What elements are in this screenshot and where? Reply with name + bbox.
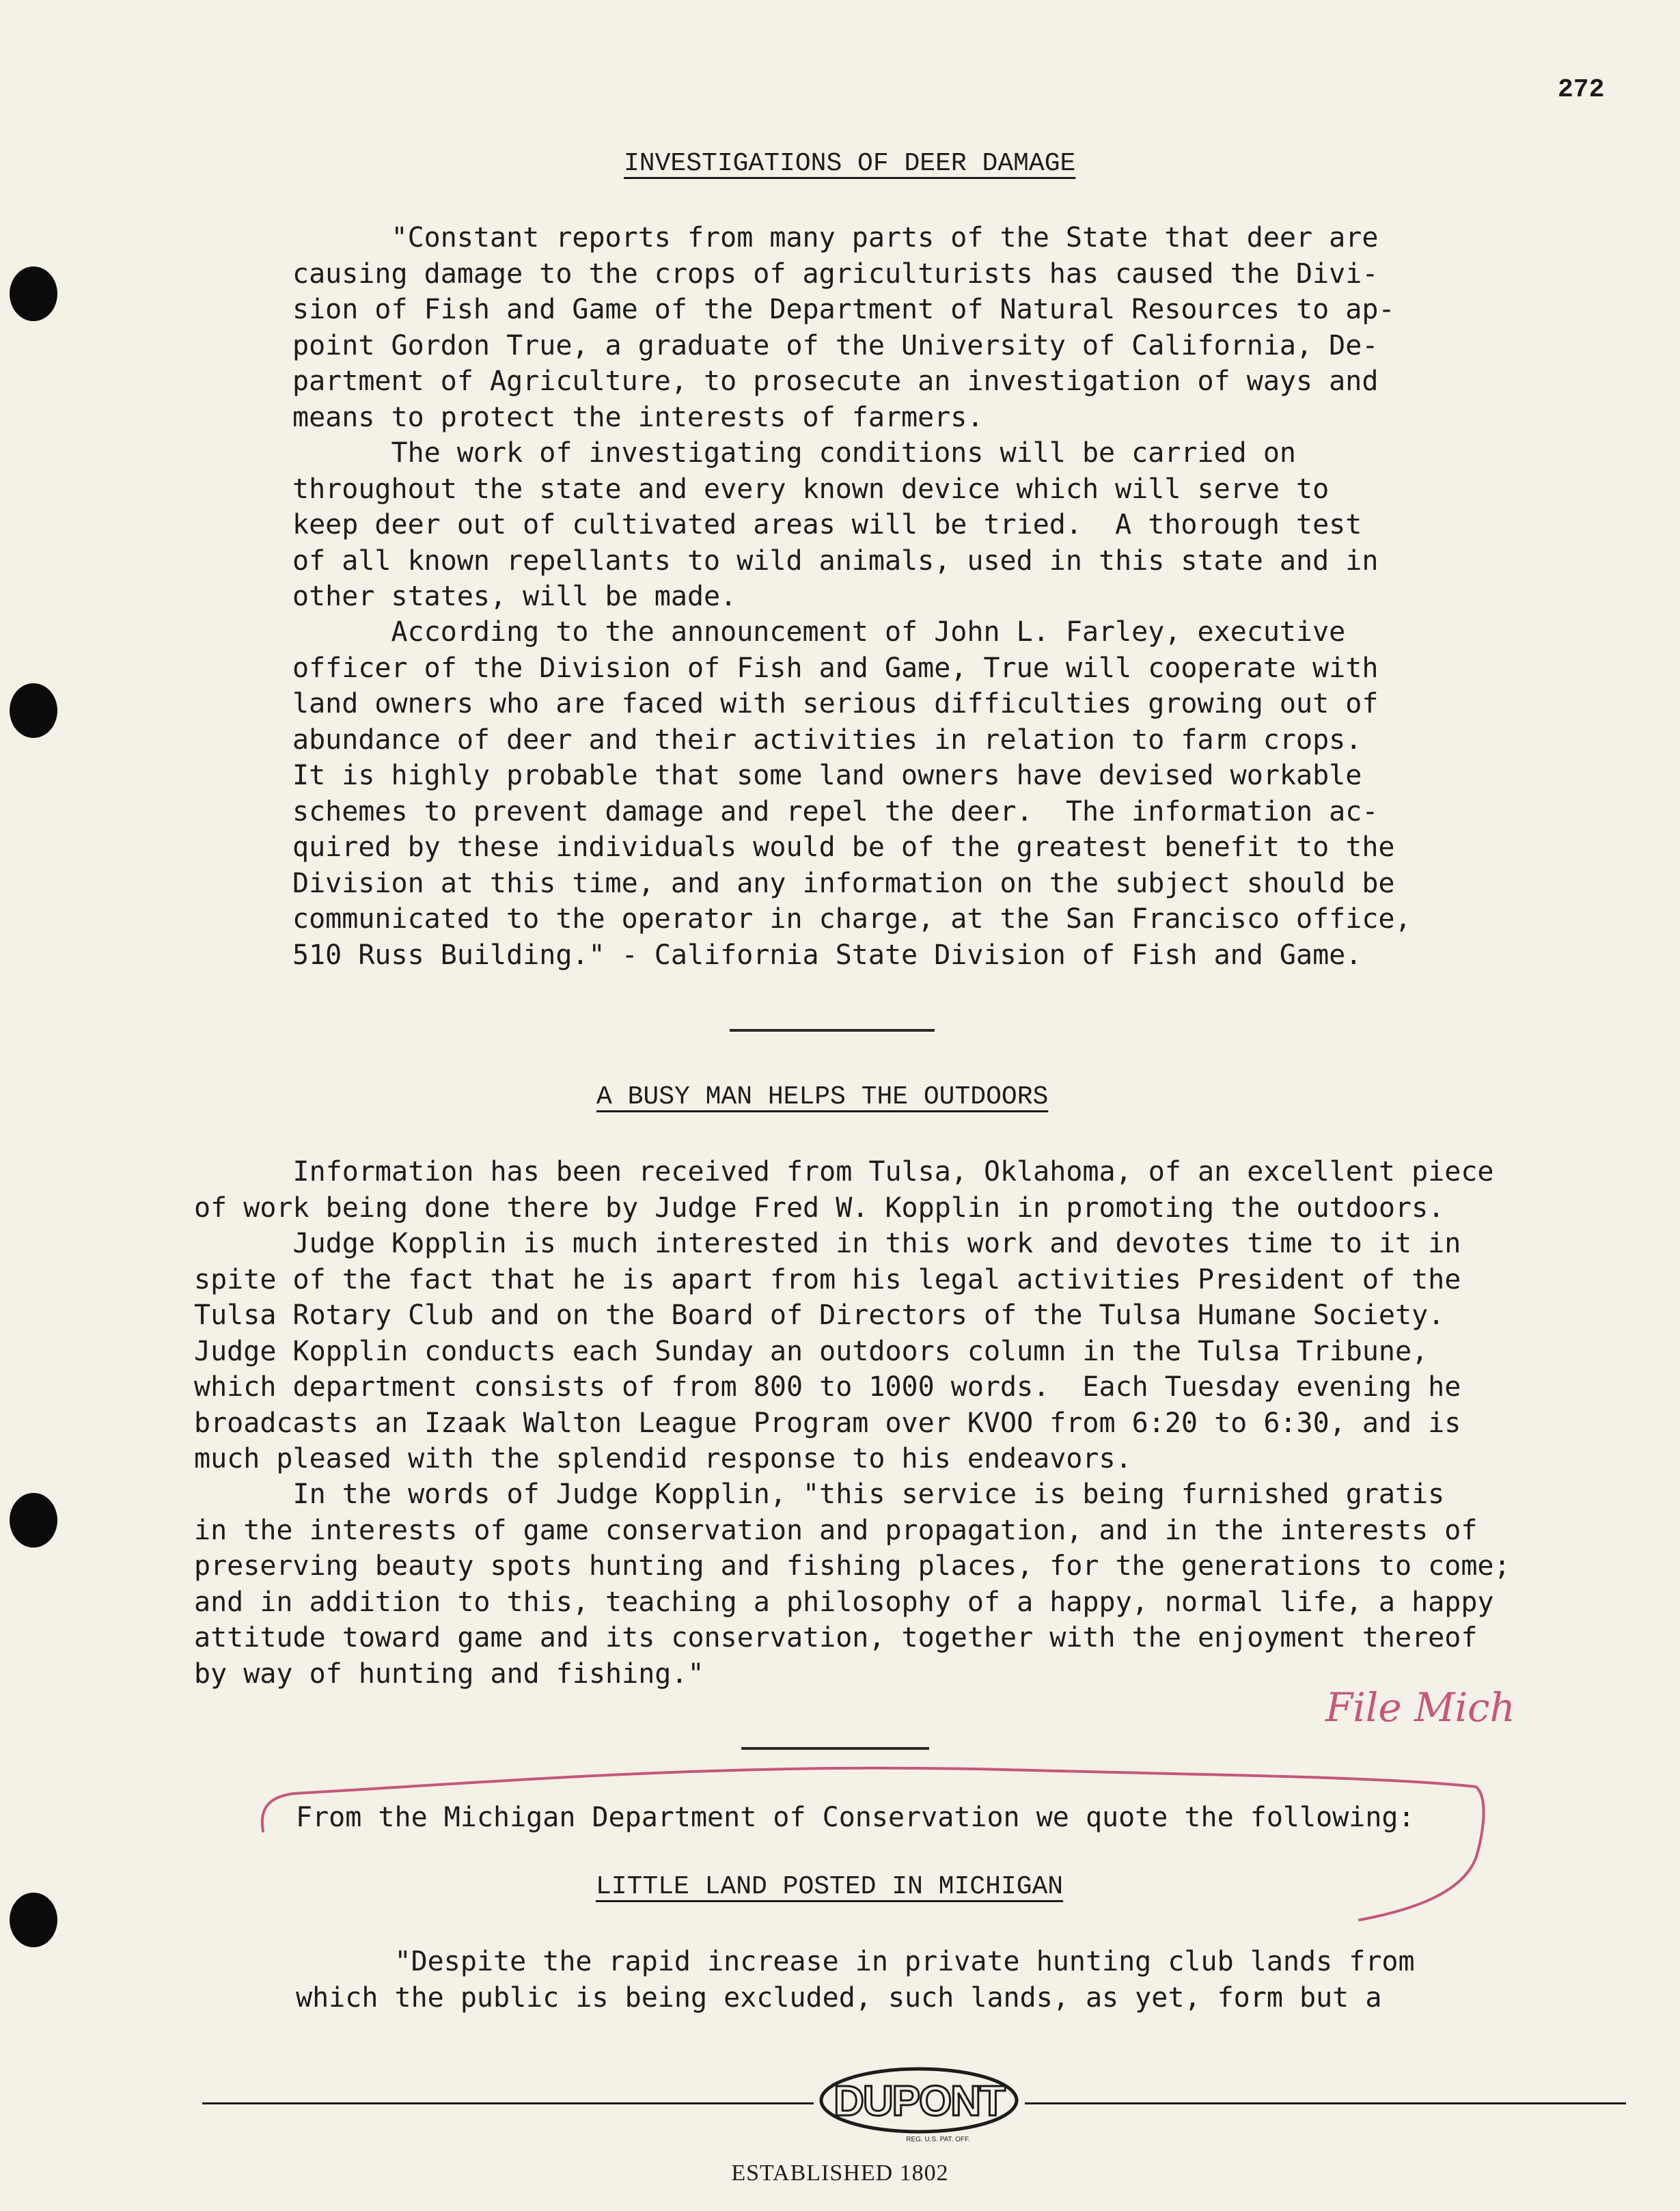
logo-wordmark: DUPONT [834,2078,1004,2125]
section-title-deer-damage: INVESTIGATIONS OF DEER DAMAGE [624,149,1076,178]
logo-trademark: REG. U.S. PAT. OFF. [906,2136,970,2143]
deer-paragraph-3: According to the announcement of John L. Farley, executive officer of the Division of Fish and Game, True will cooperate with land owners who are faced with serious difficulties growing out of abundance of deer and their activities in relation to farm crops. It is highly probable that some land owners have devised workable schemes to prevent damage and repel the deer. The information ac- quired by these individuals would be of the greatest benefit to the Division at this time, and any information on the subject should be communicated to the operator in charge, at the San Francisco office, 510 Russ Building." - California State Division of Fish and Game. [292,616,1412,971]
punch-hole-3 [10,1493,57,1548]
pink-bracket-annotation [253,1756,1510,1934]
punch-hole-1 [10,266,57,321]
established-line: ESTABLISHED 1802 [731,2160,949,2186]
footer-rule-left [202,2102,814,2104]
page-number: 272 [1558,75,1605,105]
michigan-intro: From the Michigan Department of Conservation we quote the following: [296,1802,1415,1833]
michigan-paragraph: "Despite the rapid increase in private hunting club lands from which the public is being excluded, such lands, as yet, form but a [296,1946,1415,2014]
footer-rule-right [1025,2102,1626,2104]
section-divider-2 [741,1747,929,1750]
deer-paragraph-2: The work of investigating conditions will be carried on throughout the state and every known device which will serve to keep deer out of cultivated areas will be tried. A thorough test of all known repellants to wild animals, used in this state and in other states, will be made. [292,437,1379,612]
section-title-little-land: LITTLE LAND POSTED IN MICHIGAN [596,1872,1064,1901]
busy-man-paragraph-1: Information has been received from Tulsa, Oklahoma, of an excellent piece of work being done there by Judge Fred W. Kopplin in promoting the outdoors. [194,1156,1494,1224]
section-title-busy-man: A BUSY MAN HELPS THE OUTDOORS [596,1082,1049,1112]
dupont-logo [816,2065,1021,2147]
busy-man-paragraph-2: Judge Kopplin is much interested in this work and devotes time to it in spite of the fact that he is apart from his legal activities President of the Tulsa Rotary Club and on the Board of Directors of the Tulsa Humane Society. Judge Kopplin conducts each Sunday an outdoors column in the Tulsa Tribune, which department consists of from 800 to 1000 words. Each Tuesday evening he broadcasts an Izaak Walton League Program over KVOO from 6:20 to 6:30, and is much pleased with the splendid response to his endeavors. [194,1228,1461,1474]
handwritten-note: File Mich [1325,1684,1515,1731]
deer-paragraph-1: "Constant reports from many parts of the State that deer are causing damage to the crops of agriculturists has caused the Divi- sion of Fish and Game of the Department of Natural Resources to ap- point Gordon True, a graduate of the University of California, De- partment of Agriculture, to prosecute an investigation of ways and means to protect the interests of farmers. [292,222,1395,433]
busy-man-paragraph-3: In the words of Judge Kopplin, "this service is being furnished gratis in the interests of game conservation and propagation, and in the interests of preserving beauty spots hunting and fishing places, for the generations to come; and in addition to this, teaching a philosophy of a happy, normal life, a happy attitude toward game and its conservation, together with the enjoyment thereof by way of hunting and fishing." [194,1479,1511,1690]
punch-hole-4 [10,1893,57,1947]
punch-hole-2 [10,683,57,738]
section-divider-1 [730,1029,935,1032]
